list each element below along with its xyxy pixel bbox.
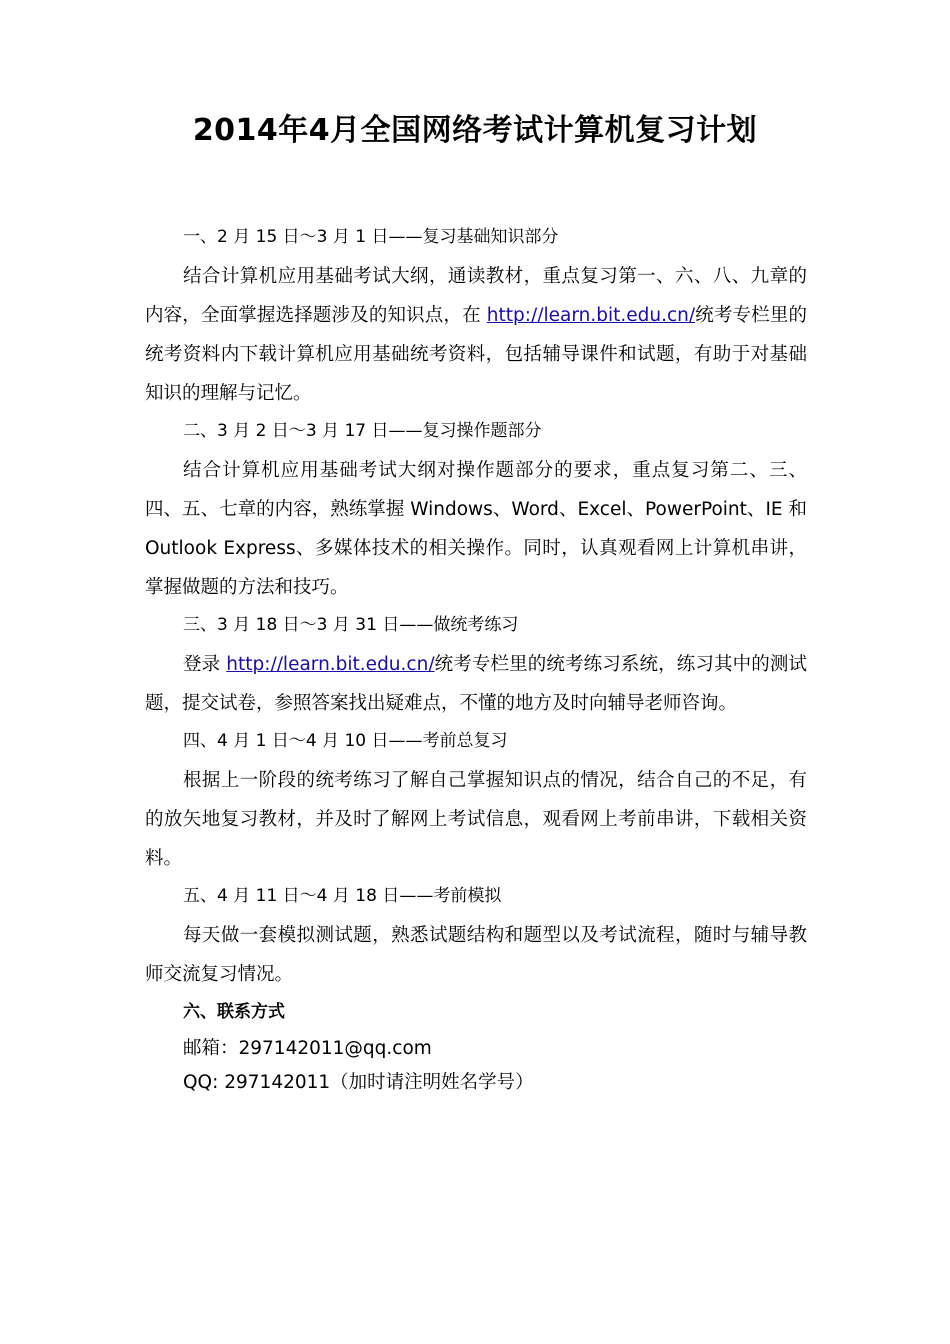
section-5-paragraph: 每天做一套模拟测试题，熟悉试题结构和题型以及考试流程，随时与辅导教师交流复习情况。 [145,925,807,985]
section-3-text-after: 统考专栏里的统考练习系统，练习其中的测试题，提交试卷，参照答案找出疑难点，不懂的地方及时向辅导老师咨询。 [145,654,807,714]
section-3-paragraph [145,645,807,723]
section-5-heading: 五、4 月 11 日～4 月 18 日——考前模拟 [183,886,502,906]
section-3-heading: 三、3 月 18 日～3 月 31 日——做统考练习 [183,615,519,635]
section-4-paragraph: 根据上一阶段的统考练习了解自己掌握知识点的情况，结合自己的不足，有的放矢地复习教材，并及时了解网上考试信息，观看网上考前串讲，下载相关资料。 [145,770,807,869]
section-6-heading: 六、联系方式 [183,1002,285,1022]
document-body [145,222,807,1100]
section-1-text-before: 结合计算机应用基础考试大纲，通读教材，重点复习第一、六、八、九章的内容，全面掌握选择题涉及的知识点，在 [145,266,807,326]
section-1-text-after: 统考专栏里的统考资料内下载计算机应用基础统考资料，包括辅导课件和试题，有助于对基础知识的理解与记忆。 [145,305,807,404]
document-title: 2014年4月全国网络考试计算机复习计划 [192,113,758,148]
section-1-heading: 一、2 月 15 日～3 月 1 日——复习基础知识部分 [183,227,559,247]
contact-qq: QQ: 297142011（加时请注明姓名学号） [183,1072,534,1093]
learn-bit-link[interactable]: http://learn.bit.edu.cn/ [226,654,435,675]
section-1-paragraph [145,257,807,413]
section-2-heading: 二、3 月 2 日～3 月 17 日——复习操作题部分 [183,421,542,441]
section-4-heading: 四、4 月 1 日～4 月 10 日——考前总复习 [183,731,508,751]
section-2-paragraph: 结合计算机应用基础考试大纲对操作题部分的要求，重点复习第二、三、四、五、七章的内容，熟练掌握 Windows、Word、Excel、PowerPoint、IE 和 Outlook Express、多媒体技术的相关操作。同时，认真观看网上计算机串讲，掌握做题的方法和技巧。 [145,460,807,598]
section-3-text-before: 登录 [183,654,227,675]
contact-email: 邮箱：297142011@qq.com [183,1038,432,1059]
learn-bit-link[interactable]: http://learn.bit.edu.cn/ [486,305,696,326]
